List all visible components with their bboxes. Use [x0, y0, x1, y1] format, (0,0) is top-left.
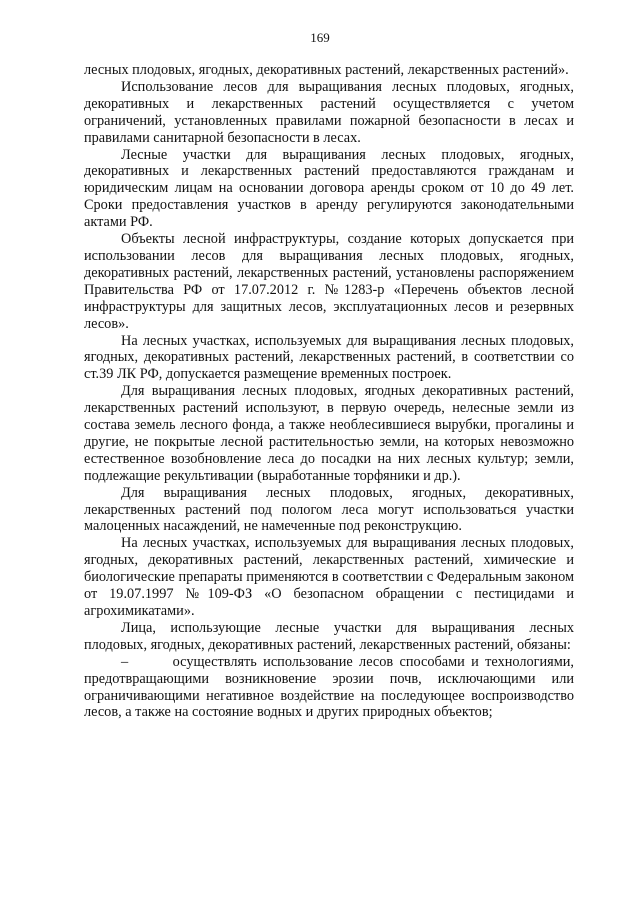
paragraph: На лесных участках, используемых для выращивания лесных плодовых, ягодных, декоративных растений, лекарственных растений, в соответствии со ст.39 ЛК РФ, допускается размещение временных построек. — [84, 332, 574, 383]
page-number: 169 — [310, 30, 330, 45]
paragraph: Лесные участки для выращивания лесных плодовых, ягодных, декоративных и лекарственных растений предоставляются гражданам и юридическим лицам на основании договора аренды сроком от 10 до 49 лет. Сроки предоставления участков в аренду регулируются законодательными актами РФ. — [84, 146, 574, 231]
bullet-marker: – — [121, 653, 129, 670]
document-body — [84, 62, 574, 721]
paragraph: Для выращивания лесных плодовых, ягодных декоративных растений, лекарственных растений используют, в первую очередь, нелесные земли из состава земель лесного фонда, а также необлесившиеся вырубки, прогалины и другие, не покрытые лесной растительностью земли, на которых невозможно естественное возобновление леса до посадки на них лесных культур; земли, подлежащие рекультивации (выработанные торфяники и др.). — [84, 383, 574, 484]
paragraph: Объекты лесной инфраструктуры, создание которых допускается при использовании лесов для выращивания лесных плодовых, ягодных, декоративных растений, лекарственных растений, установлены распоряжением Правительства РФ от 17.07.2012 г. №1283-р «Перечень объектов лесной инфраструктуры для защитных лесов, эксплуатационных лесов и резервных лесов». — [84, 231, 574, 332]
paragraph: Лица, использующие лесные участки для выращивания лесных плодовых, ягодных, декоративных растений, лекарственных растений, обязаны: — [84, 619, 574, 653]
paragraph: Использование лесов для выращивания лесных плодовых, ягодных, декоративных и лекарственных растений осуществляется с учетом ограничений, установленных правилами пожарной безопасности в лесах и правилами санитарной безопасности в лесах. — [84, 78, 574, 146]
paragraph: На лесных участках, используемых для выращивания лесных плодовых, ягодных, декоративных растений, лекарственных растений, химические и биологические препараты применяются в соответствии с Федеральным законом от 19.07.1997 №109-ФЗ «О безопасном обращении с пестицидами и агрохимикатами». — [84, 535, 574, 619]
bullet-text: осуществлять использование лесов способами и технологиями, предотвращающими возникновение эрозии почв, исключающими или ограничивающими негативное воздействие на последующее воспроизводство лесов, а также на состояние водных и других природных объектов; — [84, 653, 574, 721]
paragraph: Для выращивания лесных плодовых, ягодных, декоративных, лекарственных растений под пологом леса могут использоваться участки малоценных насаждений, не намеченные под реконструкцию. — [84, 484, 574, 535]
paragraph: лесных плодовых, ягодных, декоративных растений, лекарственных растений». — [84, 62, 569, 78]
bullet-item — [84, 654, 574, 722]
